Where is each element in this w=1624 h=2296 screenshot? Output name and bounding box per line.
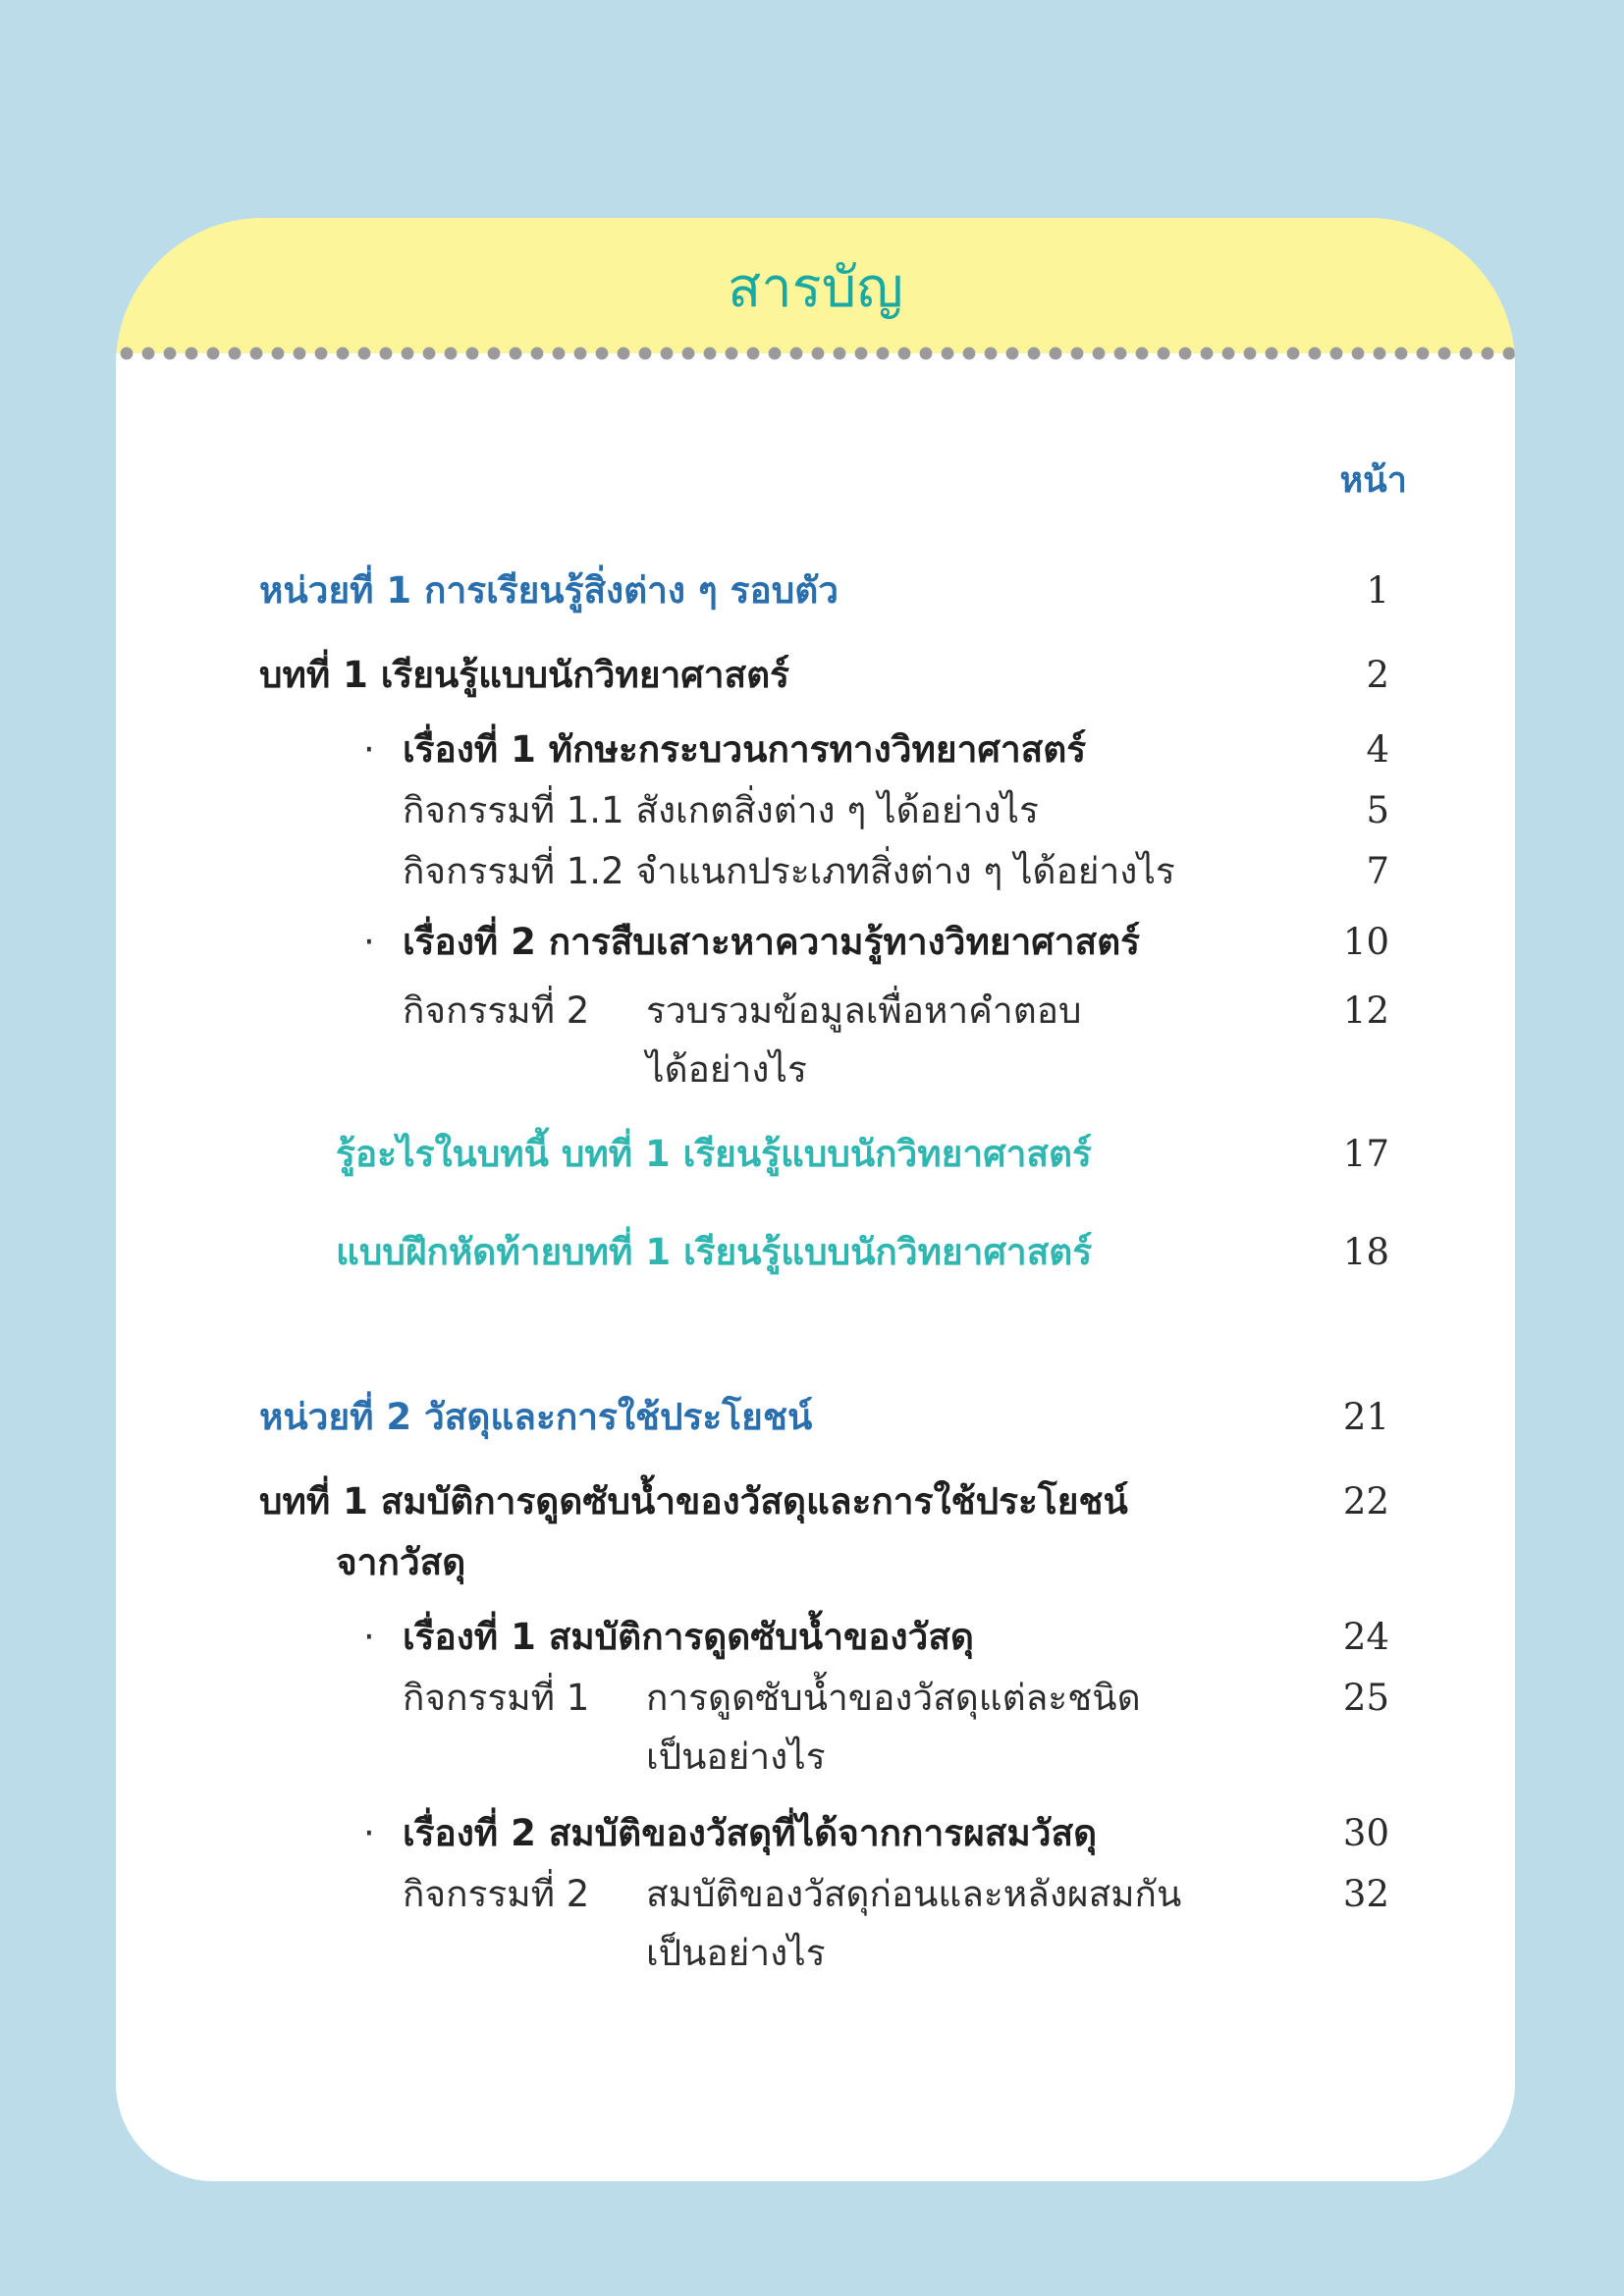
entry-page: 21 xyxy=(1342,1396,1389,1438)
entry-page: 2 xyxy=(1366,654,1389,696)
entry-page: 7 xyxy=(1366,850,1389,892)
entry-title: กิจกรรมที่ 1.1 สังเกตสิ่งต่าง ๆ ได้อย่างไร xyxy=(403,789,1039,831)
entry-title: การดูดซับน้ำของวัสดุแต่ละชนิด xyxy=(646,1677,1141,1719)
entry-title: กิจกรรมที่ 1.2 จำแนกประเภทสิ่งต่าง ๆ ได้อย่างไร xyxy=(403,850,1175,892)
entry-title: หน่วยที่ 1 การเรียนรู้สิ่งต่าง ๆ รอบตัว xyxy=(259,569,839,612)
entry-page: 22 xyxy=(1342,1480,1389,1522)
entry-label: กิจกรรมที่ 2 xyxy=(403,1873,590,1915)
entry-title: บทที่ 1 เรียนรู้แบบนักวิทยาศาสตร์ xyxy=(259,654,790,696)
title-banner xyxy=(116,218,1515,353)
entry-title: เรื่องที่ 2 สมบัติของวัสดุที่ได้จากการผสมวัสดุ xyxy=(403,1812,1098,1854)
entry-page: 17 xyxy=(1342,1133,1389,1175)
entry-title: เรื่องที่ 2 การสืบเสาะหาความรู้ทางวิทยาศาสตร์ xyxy=(403,921,1141,963)
entry-title: เรื่องที่ 1 ทักษะกระบวนการทางวิทยาศาสตร์ xyxy=(403,728,1087,771)
bullet-icon: · xyxy=(363,921,375,963)
entry-label: กิจกรรมที่ 2 xyxy=(403,989,590,1032)
dotted-divider xyxy=(116,346,1515,361)
entry-page: 10 xyxy=(1342,921,1389,963)
entry-page: 24 xyxy=(1342,1616,1389,1658)
entry-page: 4 xyxy=(1366,728,1389,771)
entry-page: 5 xyxy=(1366,789,1389,831)
entry-page: 1 xyxy=(1366,569,1389,612)
entry-title: รวบรวมข้อมูลเพื่อหาคำตอบ xyxy=(646,989,1082,1032)
entry-page: 25 xyxy=(1342,1677,1389,1719)
entry-page: 12 xyxy=(1342,989,1389,1032)
entry-label: กิจกรรมที่ 1 xyxy=(403,1677,590,1719)
entry-title: บทที่ 1 สมบัติการดูดซับน้ำของวัสดุและการใช้ประโยชน์ xyxy=(259,1480,1128,1522)
page-column-header: หน้า xyxy=(1339,460,1407,501)
entry-title-continued: จากวัสดุ xyxy=(336,1541,466,1583)
entry-title: หน่วยที่ 2 วัสดุและการใช้ประโยชน์ xyxy=(259,1396,813,1438)
entry-title-continued: เป็นอย่างไร xyxy=(646,1932,826,1974)
page-title: สารบัญ xyxy=(728,256,903,320)
toc-card xyxy=(116,218,1515,2181)
bullet-icon: · xyxy=(363,728,375,771)
entry-title: แบบฝึกหัดท้ายบทที่ 1 เรียนรู้แบบนักวิทยาศาสตร์ xyxy=(336,1231,1093,1273)
entry-page: 18 xyxy=(1342,1231,1389,1273)
entry-page: 32 xyxy=(1342,1873,1389,1915)
bullet-icon: · xyxy=(363,1812,375,1854)
entry-title-continued: เป็นอย่างไร xyxy=(646,1735,826,1778)
entry-title: สมบัติของวัสดุก่อนและหลังผสมกัน xyxy=(646,1873,1182,1915)
entry-page: 30 xyxy=(1342,1812,1389,1854)
entry-title: เรื่องที่ 1 สมบัติการดูดซับน้ำของวัสดุ xyxy=(403,1616,974,1658)
entry-title-continued: ได้อย่างไร xyxy=(646,1048,807,1091)
bullet-icon: · xyxy=(363,1616,375,1658)
entry-title: รู้อะไรในบทนี้ บทที่ 1 เรียนรู้แบบนักวิทยาศาสตร์ xyxy=(336,1133,1092,1175)
